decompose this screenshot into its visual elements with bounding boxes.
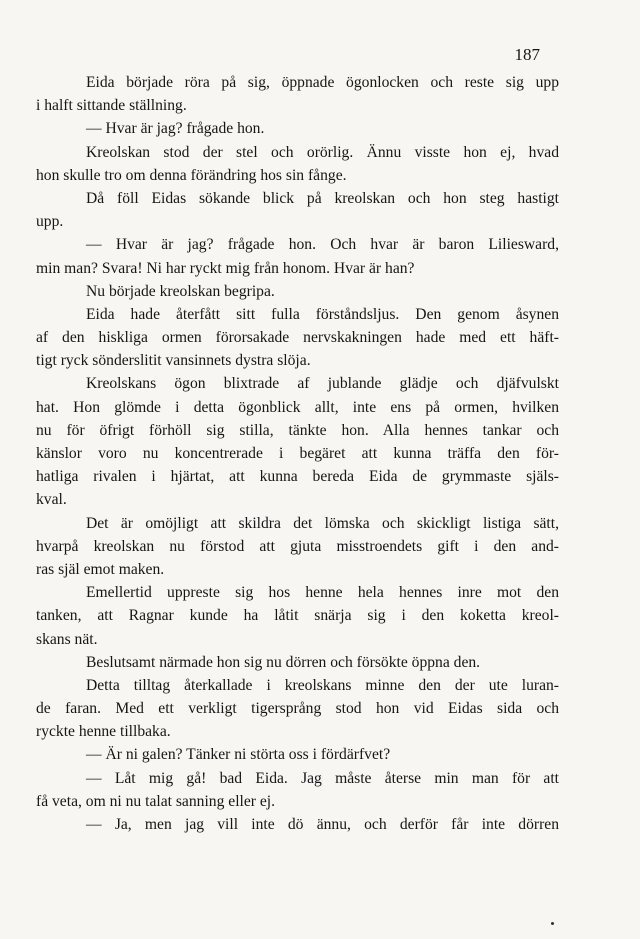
text-line: Då föll Eidas sökande blick på kreolskan och hon steg hastigt: [86, 189, 559, 207]
text-line: Emellertid uppreste sig hos henne hela hennes inre mot den: [86, 584, 559, 602]
text-line: Eida började röra på sig, öppnade ögonlocken och reste sig upp: [86, 74, 559, 91]
text-line: — Är ni galen? Tänker ni störta oss i fördärfvet?: [86, 746, 391, 764]
text-line: Detta tilltag återkallade i kreolskans minne den der ute luran-: [86, 676, 559, 694]
text-line: ryckte henne tillbaka.: [36, 723, 171, 741]
text-line: Kreolskan stod der stel och orörlig. Ännu visste hon ej, hvad: [86, 143, 559, 161]
text-line: upp.: [36, 213, 64, 231]
text-line: — Hvar är jag? frågade hon.: [86, 120, 265, 138]
text-line: — Ja, men jag vill inte dö ännu, och derför får inte dörren: [86, 816, 559, 833]
text-line: nu för öfrigt förhöll sig stilla, tänkte hon. Alla hennes tankar och: [36, 421, 559, 439]
text-line: tigt ryck sönderslitit vansinnets dystra slöja.: [36, 352, 311, 370]
text-line: hat. Hon glömde i detta ögonblick allt, inte ens på ormen, hvilken: [36, 398, 559, 416]
body-text: [36, 71, 559, 836]
print-speck: [551, 922, 554, 925]
text-line: känslor voro nu koncentrerade i begäret att kunna träffa den för-: [36, 445, 559, 462]
text-line: ras själ emot maken.: [36, 560, 165, 578]
text-line: hatliga rivalen i hjärtat, att kunna bereda Eida de grymmaste själs-: [36, 468, 559, 486]
page-number: 187: [514, 45, 540, 64]
text-line: Nu började kreolskan begripa.: [86, 282, 275, 300]
text-line: Det är omöjligt att skildra det lömska och skickligt listiga sätt,: [86, 514, 559, 532]
text-line: — Hvar är jag? frågade hon. Och hvar är baron Liliesward,: [86, 236, 559, 254]
text-line: hvarpå kreolskan nu förstod att gjuta misstroendets gift i den and-: [36, 537, 559, 555]
text-line: Beslutsamt närmade hon sig nu dörren och försökte öppna den.: [86, 653, 481, 671]
text-line: kval.: [36, 491, 67, 509]
text-line: hon skulle tro om denna förändring hos sin fånge.: [36, 166, 347, 184]
text-line: af den hiskliga ormen förorsakade nervskakningen hade med ett häft-: [36, 329, 559, 347]
text-line: Kreolskans ögon blixtrade af jublande glädje och djäfvulskt: [86, 375, 559, 393]
text-line: skans nät.: [36, 630, 98, 648]
text-line: Eida hade återfått sitt fulla förståndsljus. Den genom åsynen: [86, 305, 559, 323]
text-line: få veta, om ni nu talat sanning eller ej.: [36, 792, 276, 810]
text-line: — Låt mig gå! bad Eida. Jag måste återse min man för att: [86, 769, 559, 787]
text-line: de faran. Med ett verkligt tigersprång stod hon vid Eidas sida och: [36, 700, 559, 718]
text-line: tanken, att Ragnar kunde ha låtit snärja sig i den koketta kreol-: [36, 607, 559, 625]
text-line: min man? Svara! Ni har ryckt mig från honom. Hvar är han?: [36, 259, 415, 277]
text-line: i halft sittande ställning.: [36, 97, 187, 115]
